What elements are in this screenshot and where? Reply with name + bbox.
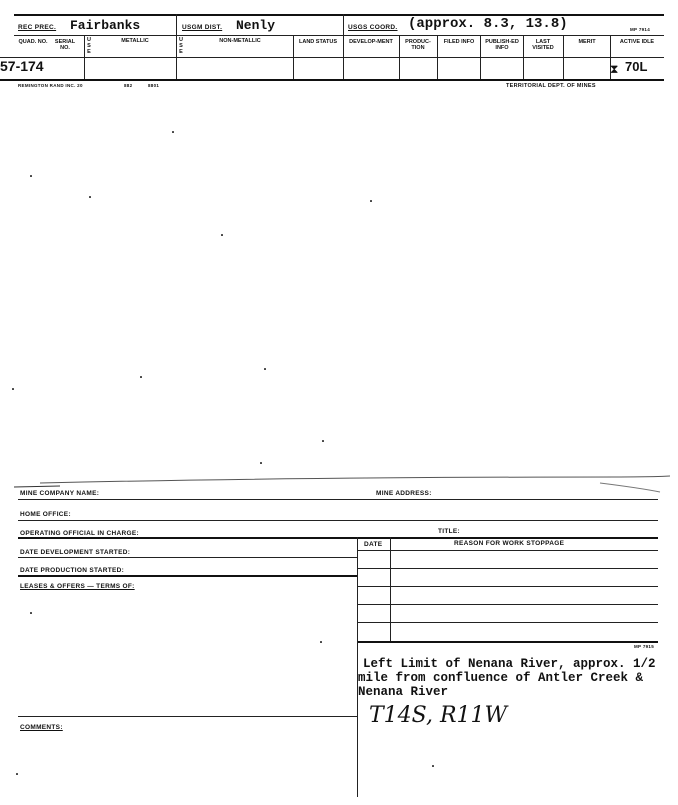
merit-header: MERIT [578, 39, 596, 45]
form-number-bottom: MP 7915 [634, 644, 655, 649]
production-header: PRODUC-TION [405, 39, 431, 51]
row-line [358, 622, 658, 623]
col-divider [343, 14, 344, 79]
date-development-label: DATE DEVELOPMENT STARTED: [20, 549, 131, 556]
date-production-label: DATE PRODUCTION STARTED: [20, 567, 125, 574]
leases-offers-label: LEASES & OFFERS — TERMS OF: [20, 583, 135, 590]
reason-column-header: REASON FOR WORK STOPPAGE [454, 540, 565, 547]
usgs-coord-label: USGS COORD. [348, 24, 398, 31]
col-divider [84, 35, 85, 79]
top-card-values-divider [0, 57, 664, 58]
handwritten-note: T14S, R11W [369, 703, 508, 728]
scan-speck [320, 641, 322, 643]
col-divider [437, 35, 438, 79]
active-idle-header: ACTIVE IDLE [619, 39, 655, 45]
usgs-coord-value: (approx. 8.3, 13.8) [408, 16, 568, 32]
scan-speck [172, 131, 174, 133]
location-line-1: Left Limit of Nenana River, approx. 1/2 [363, 657, 656, 671]
nonmetallic-header: NON-METALLIC [219, 38, 261, 44]
quad-serial-value: 57-174 [0, 58, 44, 74]
col-divider [293, 35, 294, 79]
scan-speck [322, 440, 324, 442]
filed-info-header: FILED INFO [443, 39, 475, 45]
mine-address-label: MINE ADDRESS: [376, 490, 432, 497]
top-card-bottom-border [0, 79, 664, 81]
row-line [18, 537, 658, 539]
row-line [18, 557, 358, 558]
footer-code-2: 8801 [148, 83, 160, 88]
location-line-2: mile from confluence of Antler Creek & [358, 671, 644, 685]
scan-speck [264, 368, 266, 370]
col-divider [523, 35, 524, 79]
row-line [18, 716, 358, 717]
col-divider [399, 35, 400, 79]
footer-code-1: 882 [124, 83, 133, 88]
title-label: TITLE: [438, 528, 461, 535]
comments-label: COMMENTS: [20, 724, 63, 731]
row-line [358, 568, 658, 569]
scan-speck [370, 200, 372, 202]
scan-speck [432, 765, 434, 767]
card-edge-curve [0, 474, 678, 496]
serial-no-header: SERIAL NO. [54, 39, 76, 51]
scan-speck [140, 376, 142, 378]
mine-company-label: MINE COMPANY NAME: [20, 490, 100, 497]
footer-dept: TERRITORIAL DEPT. OF MINES [506, 83, 596, 89]
scan-speck [89, 196, 91, 198]
scan-speck [30, 612, 32, 614]
published-info-header: PUBLISH-ED INFO [485, 39, 519, 51]
scan-speck [30, 175, 32, 177]
rec-prec-value: Fairbanks [70, 18, 141, 33]
scan-speck [16, 773, 18, 775]
active-mark-icon: ⧗ [610, 62, 619, 76]
row-line [358, 586, 658, 587]
rec-prec-label: REC PREC. [18, 24, 57, 31]
usgm-dist-label: USGM DIST. [182, 24, 223, 31]
last-visited-header: LAST VISITED [532, 39, 554, 51]
footer-printer: REMINGTON RAND INC. 20 [18, 83, 83, 88]
row-line [358, 550, 658, 551]
scan-speck [12, 388, 14, 390]
date-column-header: DATE [364, 541, 383, 548]
use-metallic-header: U S E [87, 37, 91, 55]
row-line [358, 641, 658, 643]
scan-speck [260, 462, 262, 464]
col-divider [480, 35, 481, 79]
col-divider [176, 14, 177, 79]
development-header: DEVELOP-MENT [349, 39, 393, 45]
location-line-3: Nenana River [358, 685, 449, 699]
row-line [18, 520, 658, 521]
row-line [358, 604, 658, 605]
col-divider [357, 537, 358, 797]
home-office-label: HOME OFFICE: [20, 511, 71, 518]
col-divider [390, 537, 391, 641]
metallic-header: METALLIC [121, 38, 149, 44]
row-line [18, 575, 358, 577]
usgm-dist-value: Nenly [236, 18, 276, 33]
operating-official-label: OPERATING OFFICIAL IN CHARGE: [20, 530, 139, 537]
active-idle-value: 70L [625, 59, 648, 74]
quad-no-header: QUAD. NO. [18, 39, 48, 45]
scan-speck [221, 234, 223, 236]
use-nonmetallic-header: U S E [179, 37, 183, 55]
top-card-header-divider [14, 35, 664, 36]
row-line [18, 499, 658, 500]
land-status-header: LAND STATUS [299, 39, 337, 45]
form-number-top: MP 7914 [630, 27, 651, 32]
col-divider [563, 35, 564, 79]
